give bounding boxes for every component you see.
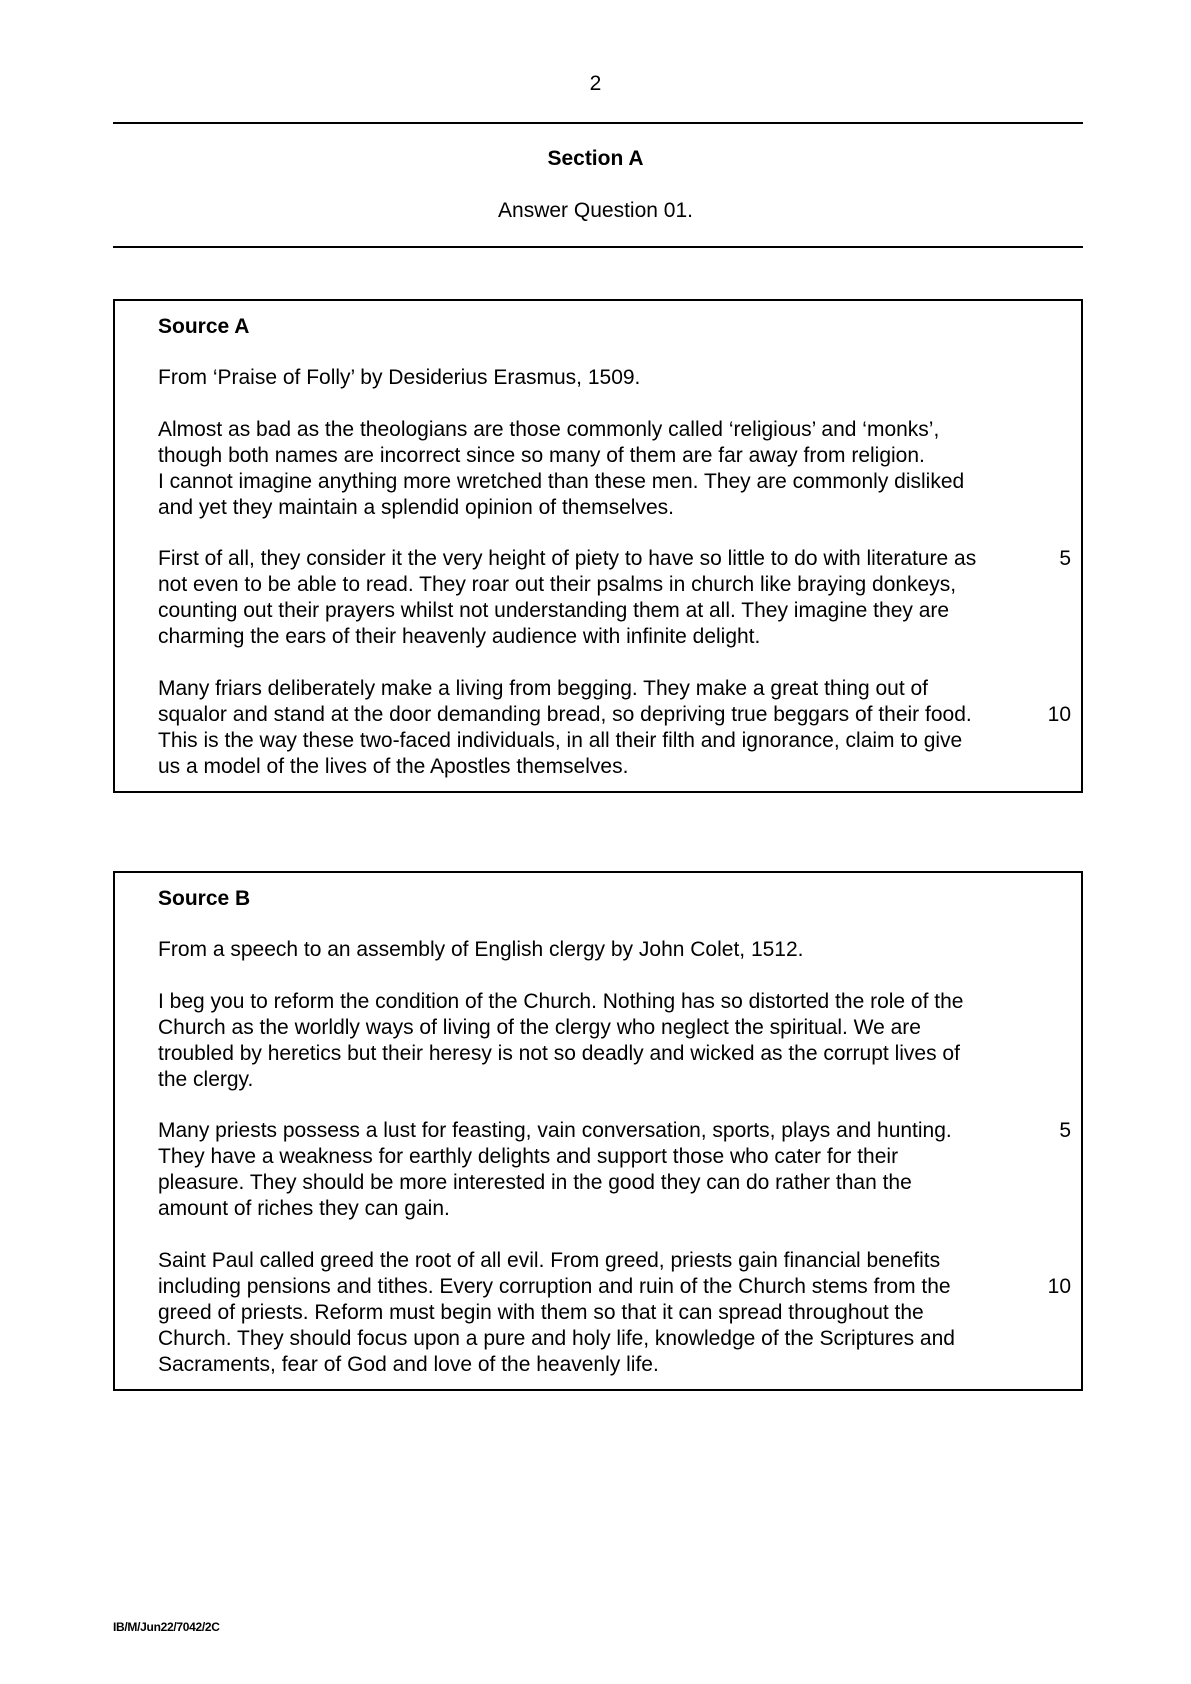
source-b-attribution: From a speech to an assembly of English clergy by John Colet, 1512. (158, 938, 804, 961)
source-line: not even to be able to read. They roar out their psalms in church like braying donkeys, (158, 573, 957, 596)
source-a-paragraph-2 (158, 546, 1028, 650)
source-line: pleasure. They should be more interested in the good they can do rather than the (158, 1171, 912, 1194)
source-line: amount of riches they can gain. (158, 1197, 450, 1220)
source-a-box (113, 299, 1083, 793)
source-line: Almost as bad as the theologians are those commonly called ‘religious’ and ‘monks’, (158, 418, 940, 441)
source-line: First of all, they consider it the very height of piety to have so little to do with literature as (158, 547, 977, 570)
source-line: the clergy. (158, 1068, 254, 1091)
section-title: Section A (547, 147, 644, 170)
source-line: Many friars deliberately make a living from begging. They make a great thing out of (158, 677, 929, 700)
line-number-5: 5 (1059, 1119, 1071, 1142)
source-b-paragraph-2 (158, 1118, 1028, 1222)
footer-paper-code: IB/M/Jun22/7042/2C (113, 1620, 220, 1634)
source-a-paragraph-1 (158, 417, 1028, 521)
header-rule-bottom (113, 246, 1083, 248)
source-line: greed of priests. Reform must begin with them so that it can spread throughout the (158, 1301, 924, 1324)
source-a-attribution: From ‘Praise of Folly’ by Desiderius Erasmus, 1509. (158, 366, 641, 389)
source-line: Saint Paul called greed the root of all evil. From greed, priests gain financial benefits (158, 1249, 941, 1272)
source-line: us a model of the lives of the Apostles themselves. (158, 755, 629, 778)
source-b-box (113, 871, 1083, 1391)
source-line: This is the way these two-faced individuals, in all their filth and ignorance, claim to give (158, 729, 963, 752)
source-line: including pensions and tithes. Every corruption and ruin of the Church stems from the (158, 1275, 951, 1298)
source-line: charming the ears of their heavenly audience with infinite delight. (158, 625, 761, 648)
source-b-paragraph-1 (158, 989, 1028, 1093)
source-line: though both names are incorrect since so many of them are far away from religion. (158, 444, 925, 467)
instruction: Answer Question 01. (498, 199, 693, 222)
line-number-5: 5 (1059, 547, 1071, 570)
source-line: Church. They should focus upon a pure and holy life, knowledge of the Scriptures and (158, 1327, 955, 1350)
source-line: and yet they maintain a splendid opinion of themselves. (158, 496, 674, 519)
source-line: Many priests possess a lust for feasting, vain conversation, sports, plays and hunting. (158, 1119, 952, 1142)
source-b-paragraph-3 (158, 1248, 1028, 1378)
source-line: I cannot imagine anything more wretched than these men. They are commonly disliked (158, 470, 965, 493)
page-number: 2 (589, 72, 602, 95)
line-number-10: 10 (1047, 1275, 1071, 1298)
source-a-title: Source A (158, 315, 250, 338)
source-line: They have a weakness for earthly delights and support those who cater for their (158, 1145, 899, 1168)
source-line: squalor and stand at the door demanding bread, so depriving true beggars of their food. (158, 703, 972, 726)
source-b-title: Source B (158, 887, 251, 910)
header-rule-top (113, 122, 1083, 124)
source-line: troubled by heretics but their heresy is not so deadly and wicked as the corrupt lives of (158, 1042, 960, 1065)
source-line: I beg you to reform the condition of the Church. Nothing has so distorted the role of the (158, 990, 964, 1013)
source-line: counting out their prayers whilst not understanding them at all. They imagine they are (158, 599, 950, 622)
source-a-paragraph-3 (158, 676, 1028, 780)
line-number-10: 10 (1047, 703, 1071, 726)
source-line: Church as the worldly ways of living of the clergy who neglect the spiritual. We are (158, 1016, 921, 1039)
source-line: Sacraments, fear of God and love of the heavenly life. (158, 1353, 659, 1376)
